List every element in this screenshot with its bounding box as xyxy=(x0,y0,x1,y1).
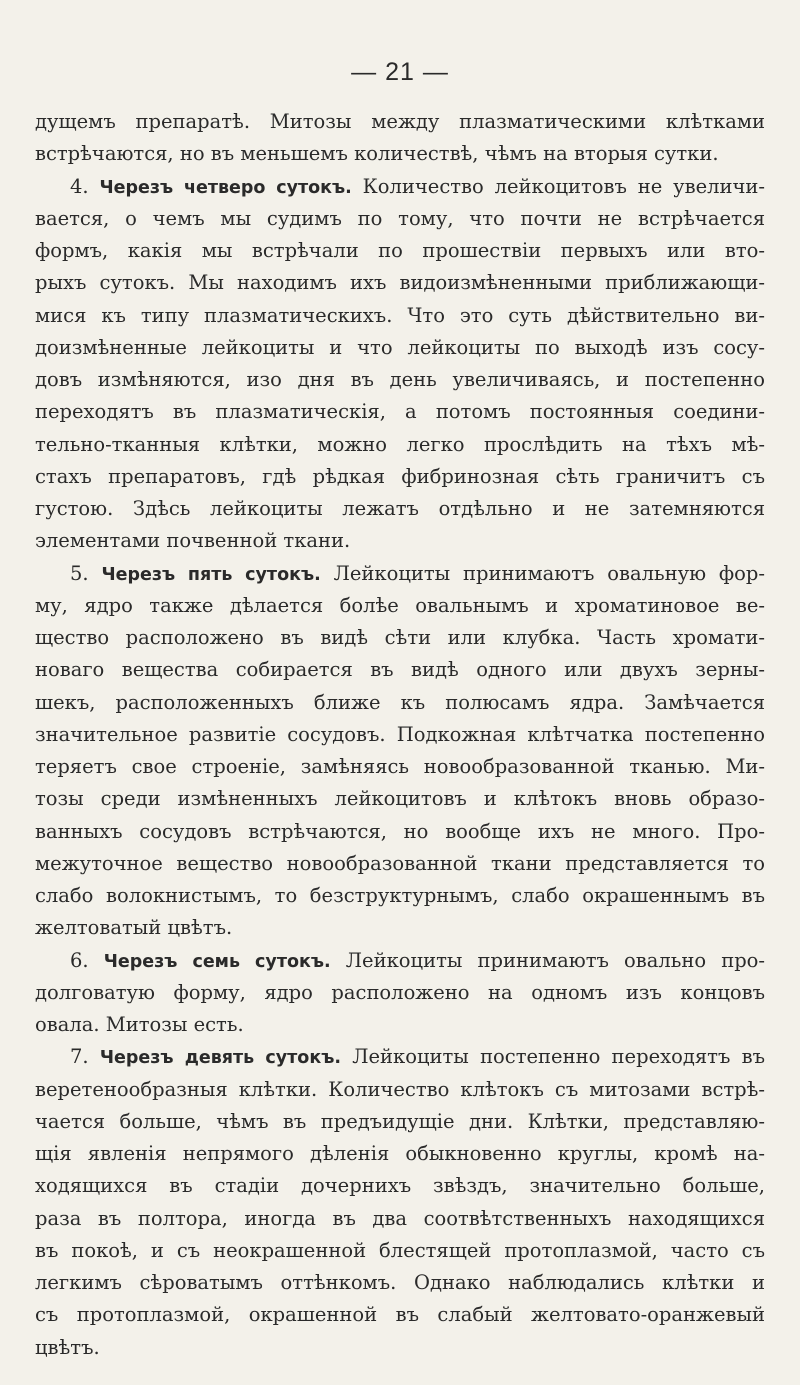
text-line xyxy=(35,300,765,332)
line-text: Лейкоциты постепенно переходятъ въ xyxy=(341,1045,765,1069)
line-text: долговатую форму, ядро расположено на одномъ изъ концовъ xyxy=(35,980,765,1004)
line-text: переходятъ въ плазматическія, а потомъ постоянныя соедини- xyxy=(35,400,765,424)
text-line xyxy=(35,203,765,235)
text-line xyxy=(35,106,765,138)
line-text: Количество лейкоцитовъ не увеличи- xyxy=(351,174,765,198)
text-line xyxy=(35,1332,765,1364)
line-text: ходящихся въ стадіи дочернихъ звѣздъ, значительно больше, xyxy=(35,1174,765,1198)
text-line xyxy=(35,1203,765,1235)
line-text: тельно-тканныя клѣтки, можно легко прослѣдить на тѣхъ мѣ- xyxy=(35,432,765,456)
line-text: тозы среди измѣненныхъ лейкоцитовъ и клѣтокъ вновь образо- xyxy=(35,787,765,811)
section-number: 6. xyxy=(70,948,104,972)
text-line xyxy=(35,235,765,267)
text-line xyxy=(35,654,765,686)
text-line xyxy=(35,1009,765,1041)
text-line xyxy=(35,622,765,654)
text-line xyxy=(35,719,765,751)
text-line xyxy=(35,751,765,783)
text-line xyxy=(35,1267,765,1299)
text-line xyxy=(35,1170,765,1202)
line-text: веретенообразныя клѣтки. Количество клѣтокъ съ митозами встрѣ- xyxy=(35,1077,765,1101)
section-number: 5. xyxy=(70,561,102,585)
section-number: 7. xyxy=(70,1045,100,1069)
line-text: желтоватый цвѣтъ. xyxy=(35,916,233,940)
line-text: теряетъ свое строеніе, замѣняясь новообразованной тканью. Ми- xyxy=(35,755,765,778)
text-line xyxy=(35,687,765,719)
text-line xyxy=(35,590,765,622)
text-line xyxy=(35,1138,765,1170)
section-number: 4. xyxy=(70,174,100,198)
line-text: встрѣчаются, но въ меньшемъ количествѣ, чѣмъ на вторыя сутки. xyxy=(35,142,719,166)
text-line xyxy=(35,1041,765,1073)
section-heading: Черезъ пять сутокъ. xyxy=(101,564,321,585)
text-line xyxy=(35,848,765,880)
line-text: раза въ полтора, иногда въ два соотвѣтственныхъ находящихся xyxy=(35,1206,765,1230)
line-text: вается, о чемъ мы судимъ по тому, что почти не встрѣчается xyxy=(35,206,765,230)
line-text: новаго вещества собирается въ видѣ одного или двухъ зерны- xyxy=(35,658,765,682)
text-line xyxy=(35,1074,765,1106)
text-line xyxy=(35,783,765,815)
text-line xyxy=(35,525,765,557)
text-line xyxy=(35,461,765,493)
text-line xyxy=(35,138,765,170)
line-text: цвѣтъ. xyxy=(35,1335,100,1359)
section-heading: Черезъ семь сутокъ. xyxy=(103,951,331,972)
line-text: Лейкоциты принимаютъ овально про- xyxy=(330,948,765,972)
text-line xyxy=(35,977,765,1009)
line-text: Лейкоциты принимаютъ овальную фор- xyxy=(320,561,765,585)
line-text: щество расположено въ видѣ сѣти или клубка. Часть хромати- xyxy=(35,626,765,649)
text-line xyxy=(35,364,765,396)
line-text: му, ядро также дѣлается болѣе овальнымъ и хроматиновое ве- xyxy=(35,593,765,617)
text-line xyxy=(35,1299,765,1331)
body-text xyxy=(35,106,765,1364)
line-text: элементами почвенной ткани. xyxy=(35,529,351,553)
text-line xyxy=(35,1235,765,1267)
line-text: формъ, какія мы встрѣчали по прошествіи первыхъ или вто- xyxy=(35,239,765,262)
line-text: овала. Митозы есть. xyxy=(35,1013,244,1036)
line-text: довъ измѣняются, изо дня въ день увеличиваясь, и постепенно xyxy=(35,368,765,391)
line-text: рыхъ сутокъ. Мы находимъ ихъ видоизмѣненными приближающи- xyxy=(35,271,765,295)
line-text: стахъ препаратовъ, гдѣ рѣдкая фибринозная сѣть граничитъ съ xyxy=(35,464,765,488)
line-text: чается больше, чѣмъ въ предъидущіе дни. Клѣтки, представляю- xyxy=(35,1109,765,1133)
text-line xyxy=(35,816,765,848)
text-line xyxy=(35,332,765,364)
text-line xyxy=(35,880,765,912)
line-text: щія явленія непрямого дѣленія обыкновенно круглы, кромѣ на- xyxy=(35,1142,765,1165)
line-text: ванныхъ сосудовъ встрѣчаются, но вообще ихъ не много. Про- xyxy=(35,819,765,843)
line-text: значительное развитіе сосудовъ. Подкожная клѣтчатка постепенно xyxy=(35,722,765,746)
line-text: густою. Здѣсь лейкоциты лежатъ отдѣльно и не затемняются xyxy=(35,497,765,520)
text-line xyxy=(35,1106,765,1138)
section-heading: Черезъ четверо сутокъ. xyxy=(99,177,352,198)
line-text: въ покоѣ, и съ неокрашенной блестящей протоплазмой, часто съ xyxy=(35,1238,765,1262)
text-line xyxy=(35,558,765,590)
page-number: — 21 — xyxy=(351,58,449,86)
text-line xyxy=(35,945,765,977)
text-line xyxy=(35,429,765,461)
line-text: межуточное вещество новообразованной ткани представляется то xyxy=(35,851,765,875)
line-text: легкимъ сѣроватымъ оттѣнкомъ. Однако наблюдались клѣтки и xyxy=(35,1271,765,1294)
text-line xyxy=(35,171,765,203)
line-text: слабо волокнистымъ, то безструктурнымъ, слабо окрашеннымъ въ xyxy=(35,884,765,907)
line-text: шекъ, расположенныхъ ближе къ полюсамъ ядра. Замѣчается xyxy=(35,690,765,714)
line-text: съ протоплазмой, окрашенной въ слабый желтовато-оранжевый xyxy=(35,1303,765,1327)
text-line xyxy=(35,396,765,428)
line-text: доизмѣненные лейкоциты и что лейкоциты по выходѣ изъ сосу- xyxy=(35,335,765,359)
line-text: дущемъ препаратѣ. Митозы между плазматическими клѣтками xyxy=(35,110,765,133)
text-line xyxy=(35,493,765,525)
section-heading: Черезъ девять сутокъ. xyxy=(99,1048,341,1069)
text-line xyxy=(35,267,765,299)
line-text: мися къ типу плазматическихъ. Что это суть дѣйствительно ви- xyxy=(35,303,765,327)
text-line xyxy=(35,912,765,944)
